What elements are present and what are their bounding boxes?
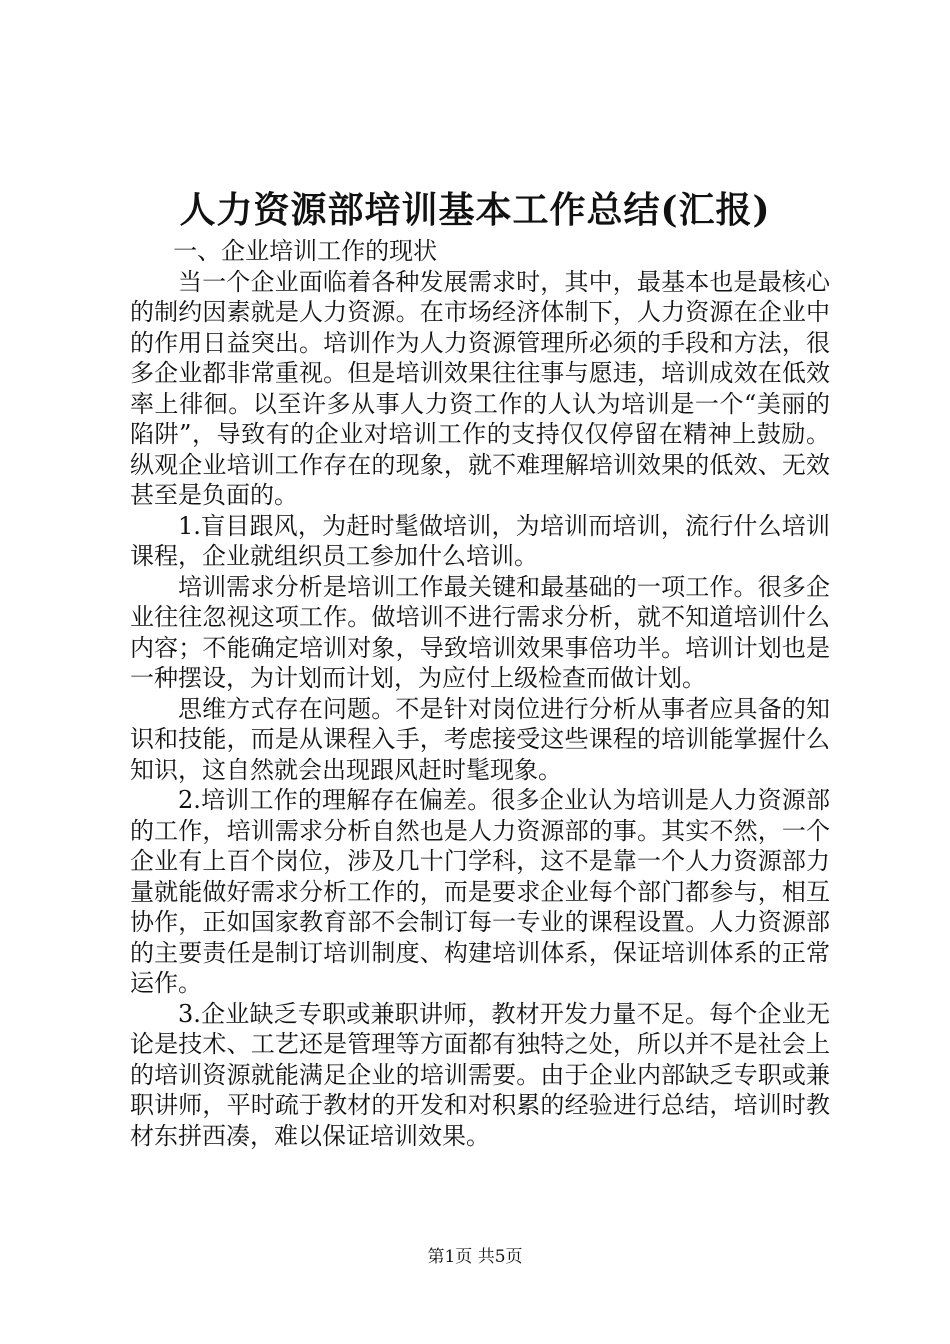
paragraph-needs-analysis: 培训需求分析是培训工作最关键和最基础的一项工作。很多企业往往忽视这项工作。做培训不进行需求分析，就不知道培训什么内容；不能确定培训对象，导致培训效果事倍功半。培训计划也是一种摆设，为计划而计划，为应付上级检查而做计划。 bbox=[130, 572, 830, 692]
page-footer: 第1页 共5页 bbox=[427, 1247, 523, 1267]
paragraph-intro: 当一个企业面临着各种发展需求时，其中，最基本也是最核心的制约因素就是人力资源。在市场经济体制下，人力资源在企业中的作用日益突出。培训作为人力资源管理所必须的手段和方法，很多企业都非常重视。但是培训效果往往事与愿违，培训成效在低效率上徘徊。以至许多从事人力资工作的人认为培训是一个“美丽的陷阱”，导致有的企业对培训工作的支持仅仅停留在精神上鼓励。纵观企业培训工作存在的现象，就不难理解培训效果的低效、无效甚至是负面的。 bbox=[130, 267, 830, 509]
paragraph-thinking-mode: 思维方式存在问题。不是针对岗位进行分析从事者应具备的知识和技能，而是从课程入手，考虑接受这些课程的培训能掌握什么知识，这自然就会出现跟风赶时髦现象。 bbox=[130, 694, 830, 784]
section-heading: 一、企业培训工作的现状 bbox=[173, 237, 438, 265]
document-body bbox=[130, 236, 830, 1151]
document-title: 人力资源部培训基本工作总结(汇报) bbox=[179, 189, 771, 231]
paragraph-point-2: 2.培训工作的理解存在偏差。很多企业认为培训是人力资源部的工作，培训需求分析自然也是人力资源部的事。其实不然，一个企业有上百个岗位，涉及几十门学科，这不是靠一个人力资源部力量就能做好需求分析工作的，而是要求企业每个部门都参与，相互协作，正如国家教育部不会制订每一专业的课程设置。人力资源部的主要责任是制订培训制度、构建培训体系，保证培训体系的正常运作。 bbox=[130, 786, 830, 997]
paragraph-point-1: 1.盲目跟风，为赶时髦做培训，为培训而培训，流行什么培训课程，企业就组织员工参加什么培训。 bbox=[130, 511, 830, 570]
paragraph-point-3: 3.企业缺乏专职或兼职讲师，教材开发力量不足。每个企业无论是技术、工艺还是管理等方面都有独特之处，所以并不是社会上的培训资源就能满足企业的培训需要。由于企业内部缺乏专职或兼职讲师，平时疏于教材的开发和对积累的经验进行总结，培训时教材东拼西凑，难以保证培训效果。 bbox=[130, 999, 830, 1150]
